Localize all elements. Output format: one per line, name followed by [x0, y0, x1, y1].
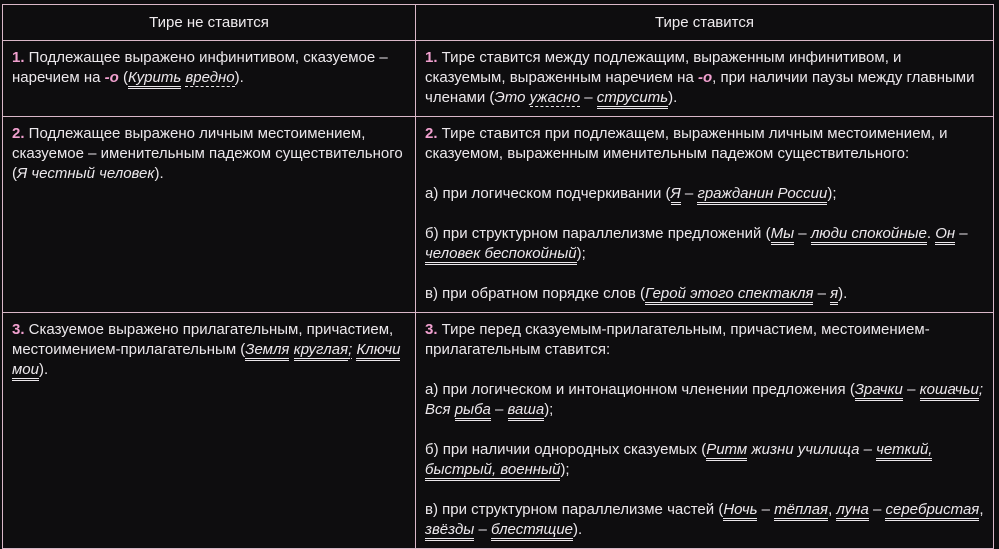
example-subject: Мы — [771, 225, 795, 245]
example-predicate: ваша — [508, 401, 545, 421]
rule-cell: 1. Подлежащее выражено инфинитивом, сказуемое – наречием на -о (Курить вредно). — [3, 41, 416, 117]
example-subject: струсить — [597, 89, 668, 109]
rule-number: 1. — [425, 49, 438, 66]
example-predicate: мои — [12, 361, 39, 381]
example-subject: Я — [671, 185, 681, 205]
rule-number: 2. — [12, 125, 25, 142]
example-subject: Зрачки — [855, 381, 903, 401]
example-subject: Курить — [128, 69, 181, 89]
example-subject: Он — [935, 225, 955, 245]
example-predicate: человек беспокойный — [425, 245, 577, 265]
rule-cell: 1. Тире ставится между подлежащим, выраженным инфинитивом, и сказуемым, выраженным наречием на -о, при наличии паузы между главными членами (Это ужасно – струсить). — [416, 41, 994, 117]
example-predicate: Герой этого спектакля — [645, 285, 813, 305]
ending-marker: -о — [104, 69, 119, 86]
table-row — [3, 117, 994, 313]
rule-number: 3. — [425, 321, 438, 338]
rule-cell: 3. Сказуемое выражено прилагательным, причастием, местоимением-прилагательным (Земля круглая; Ключи мои). — [3, 313, 416, 549]
rule-number: 2. — [425, 125, 438, 142]
rule-number: 3. — [12, 321, 25, 338]
table-row — [3, 41, 994, 117]
header-dash: Тире ставится — [416, 5, 994, 41]
example-subject: луна — [836, 501, 868, 521]
example-predicate: блестящие — [491, 521, 573, 541]
rule-cell: 2. Тире ставится при подлежащем, выраженным личным местоимением, и сказуемом, выраженным именительным падежом существительного: а) при логическом подчеркивании (Я – гражданин России); б) при структурном параллелизме предложений (Мы – люди спокойные. Он – человек беспокойный); в) при обратном порядке слов (Герой этого спектакля – я). — [416, 117, 994, 313]
example-predicate: люди спокойные — [811, 225, 927, 245]
example-predicate: серебристая — [885, 501, 979, 521]
table-row — [3, 313, 994, 549]
example-predicate: ужасно — [529, 89, 581, 106]
ending-marker: -о — [697, 69, 713, 86]
example-subject: рыба — [455, 401, 491, 421]
header-row — [3, 5, 994, 41]
rules-table — [2, 4, 994, 549]
example-predicate: круглая — [294, 341, 348, 361]
example-subject: Земля — [245, 341, 289, 361]
example-predicate: кошачьи — [920, 381, 979, 401]
example-predicate: вредно — [185, 69, 235, 86]
rule-number: 1. — [12, 49, 25, 66]
example-subject: Ночь — [723, 501, 757, 521]
example-subject: Ритм — [706, 441, 747, 461]
example-predicate: гражданин России — [697, 185, 827, 205]
example-predicate: тёплая — [774, 501, 828, 521]
rule-cell: 3. Тире перед сказуемым-прилагательным, причастием, местоимением-прилагательным ставится: а) при логическом и интонационном членении предложения (Зрачки – кошачьи; Вся рыба – ваша); б) при наличии однородных сказуемых (Ритм жизни училища – четкий, быстрый, военный); в) при структурном параллелизме частей (Ночь – тёплая, луна – серебристая, звёзды – блестящие). — [416, 313, 994, 549]
example-subject: звёзды — [425, 521, 474, 541]
example-predicate: четкий, быстрый, военный — [425, 441, 932, 481]
header-no-dash: Тире не ставится — [3, 5, 416, 41]
rule-cell: 2. Подлежащее выражено личным местоимением, сказуемое – именительным падежом существительного (Я честный человек). — [3, 117, 416, 313]
example-subject: Ключи — [356, 341, 400, 361]
example-sentence: Я честный человек — [17, 165, 155, 182]
example-subject: я — [830, 285, 838, 305]
